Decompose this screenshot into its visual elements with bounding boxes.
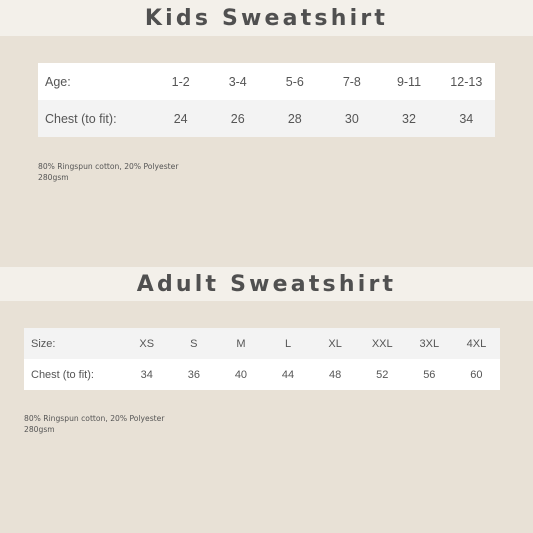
adult-size-label: Size: xyxy=(24,328,123,359)
adult-size-value: L xyxy=(264,328,311,359)
kids-chest-value: 32 xyxy=(380,100,437,137)
adult-title-banner xyxy=(0,267,533,301)
kids-chest-label: Chest (to fit): xyxy=(38,100,152,137)
kids-age-value: 5-6 xyxy=(266,63,323,100)
adult-size-value: M xyxy=(217,328,264,359)
kids-chest-value: 34 xyxy=(438,100,495,137)
adult-chest-value: 44 xyxy=(264,359,311,390)
kids-chest-value: 28 xyxy=(266,100,323,137)
kids-age-value: 9-11 xyxy=(380,63,437,100)
kids-age-value: 7-8 xyxy=(323,63,380,100)
kids-age-value: 1-2 xyxy=(152,63,209,100)
adult-size-value: XL xyxy=(312,328,359,359)
kids-age-value: 12-13 xyxy=(438,63,495,100)
kids-chest-value: 30 xyxy=(323,100,380,137)
adult-chest-value: 52 xyxy=(359,359,406,390)
adult-size-table xyxy=(24,328,500,390)
adult-material-text: 80% Ringspun cotton, 20% Polyester xyxy=(24,414,165,423)
kids-title-banner xyxy=(0,0,533,36)
adult-size-row xyxy=(24,328,500,359)
kids-material-note xyxy=(38,162,178,183)
kids-age-row xyxy=(38,63,495,100)
adult-size-value: 3XL xyxy=(406,328,453,359)
adult-material-note xyxy=(24,414,164,435)
kids-age-label: Age: xyxy=(38,63,152,100)
adult-size-value: XS xyxy=(123,328,170,359)
adult-size-value: S xyxy=(170,328,217,359)
adult-chest-value: 48 xyxy=(312,359,359,390)
adult-chest-row xyxy=(24,359,500,390)
adult-title: Adult Sweatshirt xyxy=(136,271,397,297)
kids-title: Kids Sweatshirt xyxy=(144,5,389,31)
adult-size-value: 4XL xyxy=(453,328,500,359)
kids-chest-value: 26 xyxy=(209,100,266,137)
adult-chest-value: 34 xyxy=(123,359,170,390)
adult-weight-text: 280gsm xyxy=(24,424,55,434)
kids-chest-value: 24 xyxy=(152,100,209,137)
adult-chest-value: 56 xyxy=(406,359,453,390)
kids-weight-text: 280gsm xyxy=(38,172,69,182)
kids-size-table xyxy=(38,63,495,137)
adult-size-value: XXL xyxy=(359,328,406,359)
adult-chest-label: Chest (to fit): xyxy=(24,359,123,390)
kids-material-text: 80% Ringspun cotton, 20% Polyester xyxy=(38,162,179,171)
kids-chest-row xyxy=(38,100,495,137)
kids-age-value: 3-4 xyxy=(209,63,266,100)
adult-chest-value: 36 xyxy=(170,359,217,390)
adult-chest-value: 40 xyxy=(217,359,264,390)
adult-chest-value: 60 xyxy=(453,359,500,390)
